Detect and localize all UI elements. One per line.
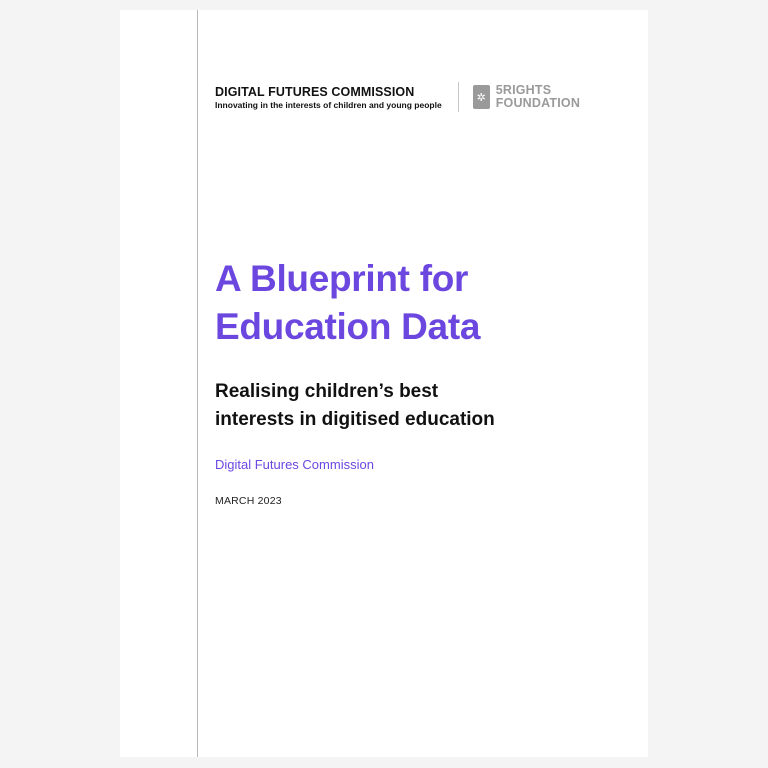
page-spine-line bbox=[197, 10, 198, 757]
document-date: MARCH 2023 bbox=[215, 495, 282, 507]
dfc-logo bbox=[215, 84, 442, 111]
partner-name-line1: 5RIGHTS bbox=[495, 83, 552, 97]
cover-header bbox=[215, 82, 580, 112]
org-tagline: Innovating in the interests of children and young people bbox=[215, 99, 442, 110]
partner-name-line2: FOUNDATION bbox=[495, 96, 581, 110]
logo-divider bbox=[458, 82, 459, 112]
org-name: DIGITAL FUTURES COMMISSION bbox=[215, 84, 415, 99]
subtitle-line-1: Realising children’s best bbox=[215, 381, 439, 402]
document-title bbox=[215, 255, 615, 351]
title-line-2: Education Data bbox=[215, 306, 481, 347]
subtitle-line-2: interests in digitised education bbox=[215, 409, 495, 430]
5rights-foundation-logo bbox=[473, 84, 580, 110]
document-author: Digital Futures Commission bbox=[215, 457, 374, 472]
document-cover-page bbox=[120, 10, 648, 757]
5rights-logo-icon: ✲ bbox=[473, 85, 490, 109]
document-subtitle bbox=[215, 378, 615, 434]
title-line-1: A Blueprint for bbox=[215, 258, 469, 299]
